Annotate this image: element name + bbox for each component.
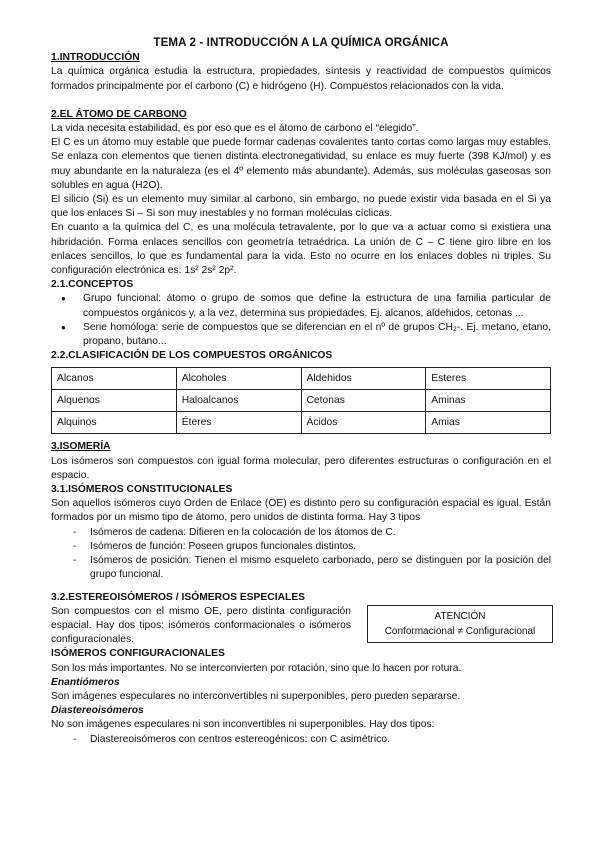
table-cell: Alquenos xyxy=(52,390,177,412)
list-item: ● Grupo funcional: átomo o grupo de somos que define la estructura de una familia particular de compuestos orgánicos y, a la vez, determina sus propiedades. Ej. alcanos, aldehidos, cetonas ... xyxy=(73,292,551,320)
paragraph: Son compuestos con el mismo OE, pero distinta configuración espacial. Hay dos tipos: isómeros conformacionales o isómeros configuracionales. xyxy=(51,605,351,646)
table-row xyxy=(52,390,551,412)
concepts-list xyxy=(51,292,551,349)
table-cell: Haloalcanos xyxy=(176,390,301,412)
table-cell: Aminas xyxy=(426,390,551,412)
attention-title: ATENCIÓN xyxy=(434,610,486,622)
paragraph: Son imágenes especulares no interconvertibles ni superponibles, pero pueden separarse. xyxy=(51,690,461,702)
section-heading-isomeria: 3.ISOMERÍA xyxy=(51,441,111,453)
isomer-types-list xyxy=(51,526,551,583)
stereo-intro-block xyxy=(51,605,551,648)
list-item: - Isómeros de posición: Tienen el mismo esqueleto carbonado, pero se distinguen por la posición del grupo funcional. xyxy=(73,554,551,582)
section-heading-introduccion: 1.INTRODUCCIÓN xyxy=(51,52,140,64)
table-cell: Ácidos xyxy=(301,412,426,434)
table-cell: Alcoholes xyxy=(176,368,301,390)
paragraph: Los isómeros son compuestos con igual forma molecular, pero diferentes estructuras o configuración en el espacio. xyxy=(51,455,551,481)
subsection-heading-constitucionales: 3.1.ISÓMEROS CONSTITUCIONALES xyxy=(51,484,233,496)
list-item: ● Serie homóloga: serie de compuestos que se diferencian en el nº de grupos CH₂-. Ej. metano, etano, propano, butano... xyxy=(73,321,551,349)
table-cell: Amias xyxy=(426,412,551,434)
heading-diastereoisomeros: Diastereoisómeros xyxy=(51,705,144,717)
attention-text: Conformacional ≠ Configuracional xyxy=(384,625,536,637)
paragraph: No son imágenes especulares ni son inconvertibles ni superponibles. Hay dos tipos: xyxy=(51,719,435,731)
paragraph: El silicio (Si) es un elemento muy similar al carbono, sin embargo, no puede existir vida basada en el Si ya que los enlaces Si – Si son muy inestables y no forman moléculas cíclicas. xyxy=(51,194,551,220)
list-item: - Diastereoisómeros con centros estereogénicos: con C asimétrico. xyxy=(73,733,551,747)
table-cell: Éteres xyxy=(176,412,301,434)
document-page xyxy=(51,36,551,747)
paragraph: La química orgánica estudia la estructura, propiedades, síntesis y reactividad de compuestos químicos formados principalmente por el carbono (C) e hidrógeno (H). Compuestos relacionados con la vida. xyxy=(51,66,551,92)
paragraph: Son aquellos isómeros cuyo Orden de Enlace (OE) es distinto pero su configuración espacial es igual. Están formados por un mismo tipo de átomo, pero unidos de distinta forma. Hay 3 tipos xyxy=(51,498,551,524)
section-heading-atomo-carbono: 2.EL ÁTOMO DE CARBONO xyxy=(51,108,187,120)
table-row xyxy=(52,368,551,390)
document-title: TEMA 2 - INTRODUCCIÓN A LA QUÍMICA ORGÁNICA xyxy=(153,36,449,49)
table-cell: Cetonas xyxy=(301,390,426,412)
diastereo-types-list xyxy=(51,733,551,747)
table-cell: Alquinos xyxy=(52,412,177,434)
list-item: - Isómeros de cadena: Difieren en la colocación de los átomos de C. xyxy=(73,526,551,540)
table-row xyxy=(52,412,551,434)
table-cell: Alcanos xyxy=(52,368,177,390)
paragraph: La vida necesita estabilidad, es por eso que es el átomo de carbono el “elegido”. xyxy=(51,123,419,135)
classification-table xyxy=(51,367,551,434)
paragraph: Son los más importantes. No se interconvierten por rotación, sino que lo hacen por rotura. xyxy=(51,662,462,674)
table-cell: Esteres xyxy=(426,368,551,390)
paragraph: En cuanto a la química del C, es una molécula tetravalente, por lo que va a actuar como si existiera una hibridación. Forma enlaces sencillos con geometría tetraédrica. La unión de C – C tiene giro libre en los enlaces sencillos, lo que es fundamental para la vida. Esto no ocurre en los enlaces dobles ni triples. Su configuración electrónica es: 1s² 2s² 2p². xyxy=(51,222,551,277)
subsection-heading-clasificacion: 2.2.CLASIFICACIÓN DE LOS COMPUESTOS ORGÁNICOS xyxy=(51,350,333,362)
paragraph: El C es un átomo muy estable que puede formar cadenas covalentes tanto cortas como largas muy estables. Se enlaza con elementos que tienen distinta electronegatividad, su enlace es muy fuerte (398 KJ/mol) y es muy abundante en la naturaleza (es el 4º elemento más abundante). Además, sus moléculas gaseosas son solubles en agua (H2O). xyxy=(51,137,551,191)
subsection-heading-estereoisomeros: 3.2.ESTEREOISÓMEROS / ISÓMEROS ESPECIALES xyxy=(51,591,306,603)
attention-box xyxy=(367,605,553,643)
heading-configuracionales: ISÓMEROS CONFIGURACIONALES xyxy=(51,648,225,660)
heading-enantiomeros: Enantiómeros xyxy=(51,676,120,688)
table-cell: Aldehidos xyxy=(301,368,426,390)
subsection-heading-conceptos: 2.1.CONCEPTOS xyxy=(51,279,134,291)
list-item: - Isómeros de función: Poseen grupos funcionales distintos. xyxy=(73,540,551,554)
